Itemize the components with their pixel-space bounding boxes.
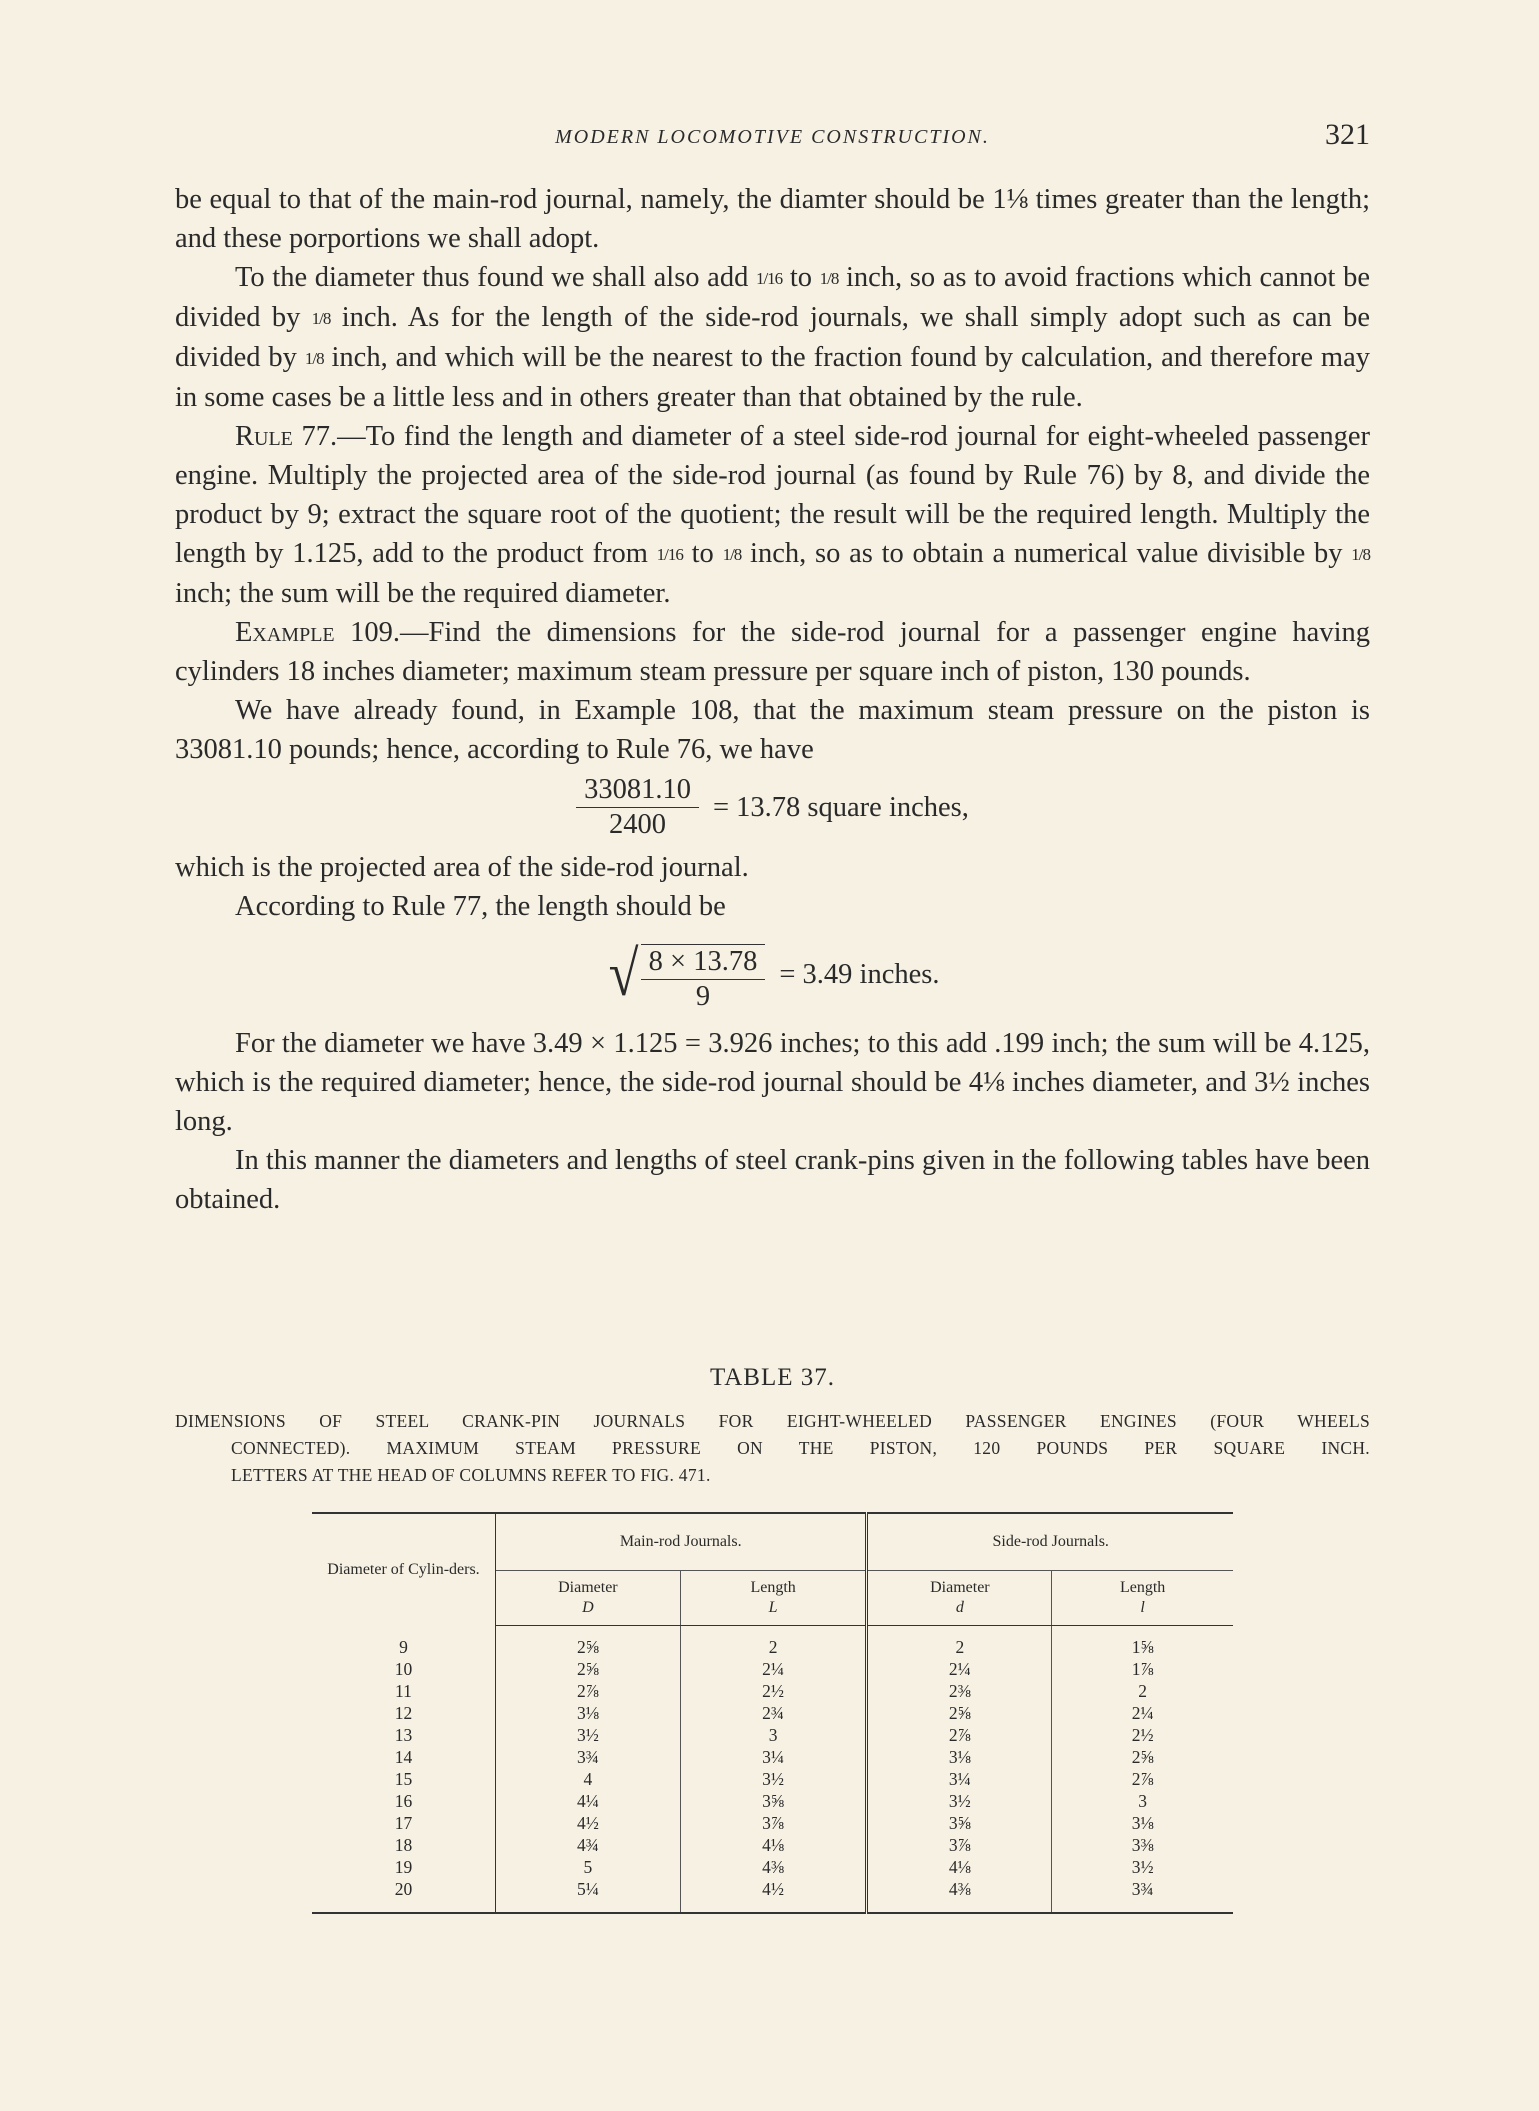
table-row [312, 1856, 1233, 1878]
equation-numerator: 33081.10 [576, 773, 699, 808]
body-text [175, 180, 1370, 1219]
running-title: MODERN LOCOMOTIVE CONSTRUCTION. [555, 126, 990, 148]
cell-main-diameter: 3⅛ [495, 1702, 680, 1724]
cell-side-diameter: 3⅝ [867, 1812, 1052, 1834]
cell-side-diameter: 2⅝ [867, 1702, 1052, 1724]
header-main-diameter: Diameter D [495, 1571, 680, 1626]
fraction: 1/8 [819, 269, 839, 288]
table-row [312, 1878, 1233, 1913]
cell-side-length: 1⅝ [1131, 1637, 1154, 1657]
table-body [312, 1626, 1233, 1914]
header-main-rod-journals: Main-rod Journals. [495, 1513, 866, 1571]
cell-side-diameter: 3¼ [867, 1768, 1052, 1790]
caption-line: DIMENSIONS OF STEEL CRANK-PIN JOURNALS FOR EIGHT-WHEELED PASSENGER ENGINES (FOUR WHEELS [175, 1411, 1370, 1431]
cell-main-length: 3⅝ [680, 1790, 867, 1812]
table-row [312, 1812, 1233, 1834]
page-number: 321 [1325, 118, 1370, 151]
cell-side-diameter: 2⅞ [867, 1724, 1052, 1746]
fraction: 1/8 [722, 545, 742, 564]
cell-main-length: 2½ [680, 1680, 867, 1702]
cell-main-length: 4⅜ [680, 1856, 867, 1878]
cell-cylinder-diameter: 17 [312, 1812, 495, 1834]
cell-side-diameter: 2¼ [867, 1658, 1052, 1680]
fraction: 1/8 [304, 349, 324, 368]
paragraph-diameter-calc: For the diameter we have 3.49 × 1.125 = 3.926 inches; to this add .199 inch; the sum will be 4.125, which is the required diameter; hence, the side-rod journal should be 4⅛ inches diameter, and 3½ inches long. [175, 1028, 1370, 1137]
caption-line: CONNECTED). MAXIMUM STEAM PRESSURE ON THE PISTON, 120 POUNDS PER SQUARE INCH. [231, 1438, 1370, 1458]
table-title: TABLE 37. [709, 1364, 836, 1391]
cell-side-length: 2¼ [1131, 1703, 1154, 1723]
cell-main-length: 3⅞ [680, 1812, 867, 1834]
cell-main-length: 3½ [680, 1768, 867, 1790]
square-root [606, 934, 766, 1014]
equation-result: = 3.49 inches. [779, 958, 940, 990]
table-row [312, 1702, 1233, 1724]
cell-main-length: 2¾ [680, 1702, 867, 1724]
header-cylinder-diameter: Diameter of Cylin-ders. [312, 1513, 495, 1626]
cell-side-diameter: 4⅜ [867, 1878, 1052, 1913]
header-side-length: Length l [1052, 1571, 1233, 1626]
cell-main-length: 4½ [680, 1878, 867, 1913]
cell-main-length: 3 [680, 1724, 867, 1746]
cell-side-length: 2⅞ [1131, 1769, 1154, 1789]
table-row [312, 1834, 1233, 1856]
cell-cylinder-diameter: 20 [312, 1878, 495, 1913]
cell-cylinder-diameter: 15 [312, 1768, 495, 1790]
cell-main-diameter: 5¼ [495, 1878, 680, 1913]
cell-main-length: 2 [680, 1626, 867, 1659]
cell-side-diameter: 3½ [867, 1790, 1052, 1812]
cell-side-length: 3¾ [1131, 1879, 1154, 1899]
cell-cylinder-diameter: 12 [312, 1702, 495, 1724]
cell-main-diameter: 2⅝ [495, 1626, 680, 1659]
fraction: 1/8 [311, 309, 331, 328]
paragraph-rule-77: Rule 77.—To find the length and diameter of a steel side-rod journal for eight-wheeled passenger engine. Multiply the projected area of the side-rod journal (as found by Rule 76) by 8, and divide the product by 9; extract the square root of the quotient; the result will be the required length. Multiply the length by 1.125, add to the product from 1/16 to 1/8 inch, so as to obtain a numerical value divisible by 1/8 inch; the sum will be the required diameter. [175, 421, 1371, 609]
cell-side-length: 3⅜ [1131, 1835, 1154, 1855]
cell-main-length: 4⅛ [680, 1834, 867, 1856]
running-head [175, 118, 1370, 158]
cell-side-length: 2½ [1131, 1725, 1154, 1745]
table-row [312, 1746, 1233, 1768]
cell-main-diameter: 4¾ [495, 1834, 680, 1856]
cell-cylinder-diameter: 14 [312, 1746, 495, 1768]
cell-main-length: 3¼ [680, 1746, 867, 1768]
equation-result: = 13.78 square inches, [712, 792, 969, 823]
paragraph-according: According to Rule 77, the length should be [235, 891, 726, 922]
cell-side-diameter: 4⅛ [867, 1856, 1052, 1878]
cell-side-length: 1⅞ [1131, 1659, 1154, 1679]
caption-line: LETTERS AT THE HEAD OF COLUMNS REFER TO FIG. 471. [231, 1465, 711, 1485]
table-row [312, 1626, 1233, 1659]
cell-cylinder-diameter: 10 [312, 1658, 495, 1680]
table-row [312, 1658, 1233, 1680]
radical-sign-icon: √ [608, 938, 639, 1009]
cell-cylinder-diameter: 18 [312, 1834, 495, 1856]
crank-pin-table [312, 1512, 1233, 1914]
equation-projected-area [175, 773, 1370, 842]
cell-main-diameter: 4½ [495, 1812, 680, 1834]
table-row [312, 1724, 1233, 1746]
cell-cylinder-diameter: 13 [312, 1724, 495, 1746]
cell-main-diameter: 4¼ [495, 1790, 680, 1812]
paragraph-which-is: which is the projected area of the side-rod journal. [175, 852, 749, 883]
equation-numerator: 8 × 13.78 [641, 945, 766, 980]
paragraph-in-this-manner: In this manner the diameters and lengths of steel crank-pins given in the following tables have been obtained. [175, 1145, 1370, 1215]
rule-label: Rule [235, 421, 293, 452]
cell-main-diameter: 3¾ [495, 1746, 680, 1768]
cell-cylinder-diameter: 11 [312, 1680, 495, 1702]
table-caption [175, 1408, 1370, 1489]
cell-side-diameter: 2 [867, 1626, 1052, 1659]
cell-main-diameter: 4 [495, 1768, 680, 1790]
cell-cylinder-diameter: 19 [312, 1856, 495, 1878]
fraction: 1/16 [755, 269, 783, 288]
cell-side-length: 3⅛ [1131, 1813, 1154, 1833]
equation-denominator: 2400 [609, 809, 667, 840]
equation-length [175, 934, 1370, 1014]
radicand [641, 944, 766, 1014]
fraction: 1/8 [1351, 545, 1371, 564]
equation-fraction [576, 773, 699, 842]
cell-side-length: 3 [1138, 1791, 1147, 1811]
header-side-rod-journals: Side-rod Journals. [867, 1513, 1233, 1571]
table-row [312, 1790, 1233, 1812]
paragraph-example-109: Example 109.—Find the dimensions for the side-rod journal for a passenger engine having cylinders 18 inches diameter; maximum steam pressure per square inch of piston, 130 pounds. [175, 617, 1370, 687]
equation-denominator: 9 [695, 981, 711, 1012]
cell-side-length: 2 [1138, 1681, 1147, 1701]
header-side-diameter: Diameter d [867, 1571, 1052, 1626]
table-row [312, 1680, 1233, 1702]
paragraph-diameter-rule: To the diameter thus found we shall also add 1/16 to 1/8 inch, so as to avoid fractions which cannot be divided by 1/8 inch. As for the length of the side-rod journals, we shall simply adopt such as can be divided by 1/8 inch, and which will be the nearest to the fraction found by calculation, and therefore may in some cases be a little less and in others greater than that obtained by the rule. [175, 262, 1370, 413]
paragraph-continuation: be equal to that of the main-rod journal, namely, the diamter should be 1⅛ times greater than the length; and these porportions we shall adopt. [175, 184, 1370, 254]
header-main-length: Length L [680, 1571, 867, 1626]
cell-cylinder-diameter: 16 [312, 1790, 495, 1812]
cell-side-length: 2⅝ [1131, 1747, 1154, 1767]
cell-side-diameter: 2⅜ [867, 1680, 1052, 1702]
cell-main-diameter: 5 [495, 1856, 680, 1878]
cell-main-diameter: 2⅝ [495, 1658, 680, 1680]
example-label: Example [235, 617, 335, 648]
cell-main-diameter: 3½ [495, 1724, 680, 1746]
cell-side-diameter: 3⅞ [867, 1834, 1052, 1856]
cell-side-length: 3½ [1131, 1857, 1154, 1877]
table-row [312, 1768, 1233, 1790]
paragraph-already-found: We have already found, in Example 108, that the maximum steam pressure on the piston is 33081.10 pounds; hence, according to Rule 76, we have [175, 695, 1370, 765]
cell-main-length: 2¼ [680, 1658, 867, 1680]
cell-side-diameter: 3⅛ [867, 1746, 1052, 1768]
cell-main-diameter: 2⅞ [495, 1680, 680, 1702]
fraction: 1/16 [656, 545, 683, 564]
cell-cylinder-diameter: 9 [312, 1626, 495, 1659]
